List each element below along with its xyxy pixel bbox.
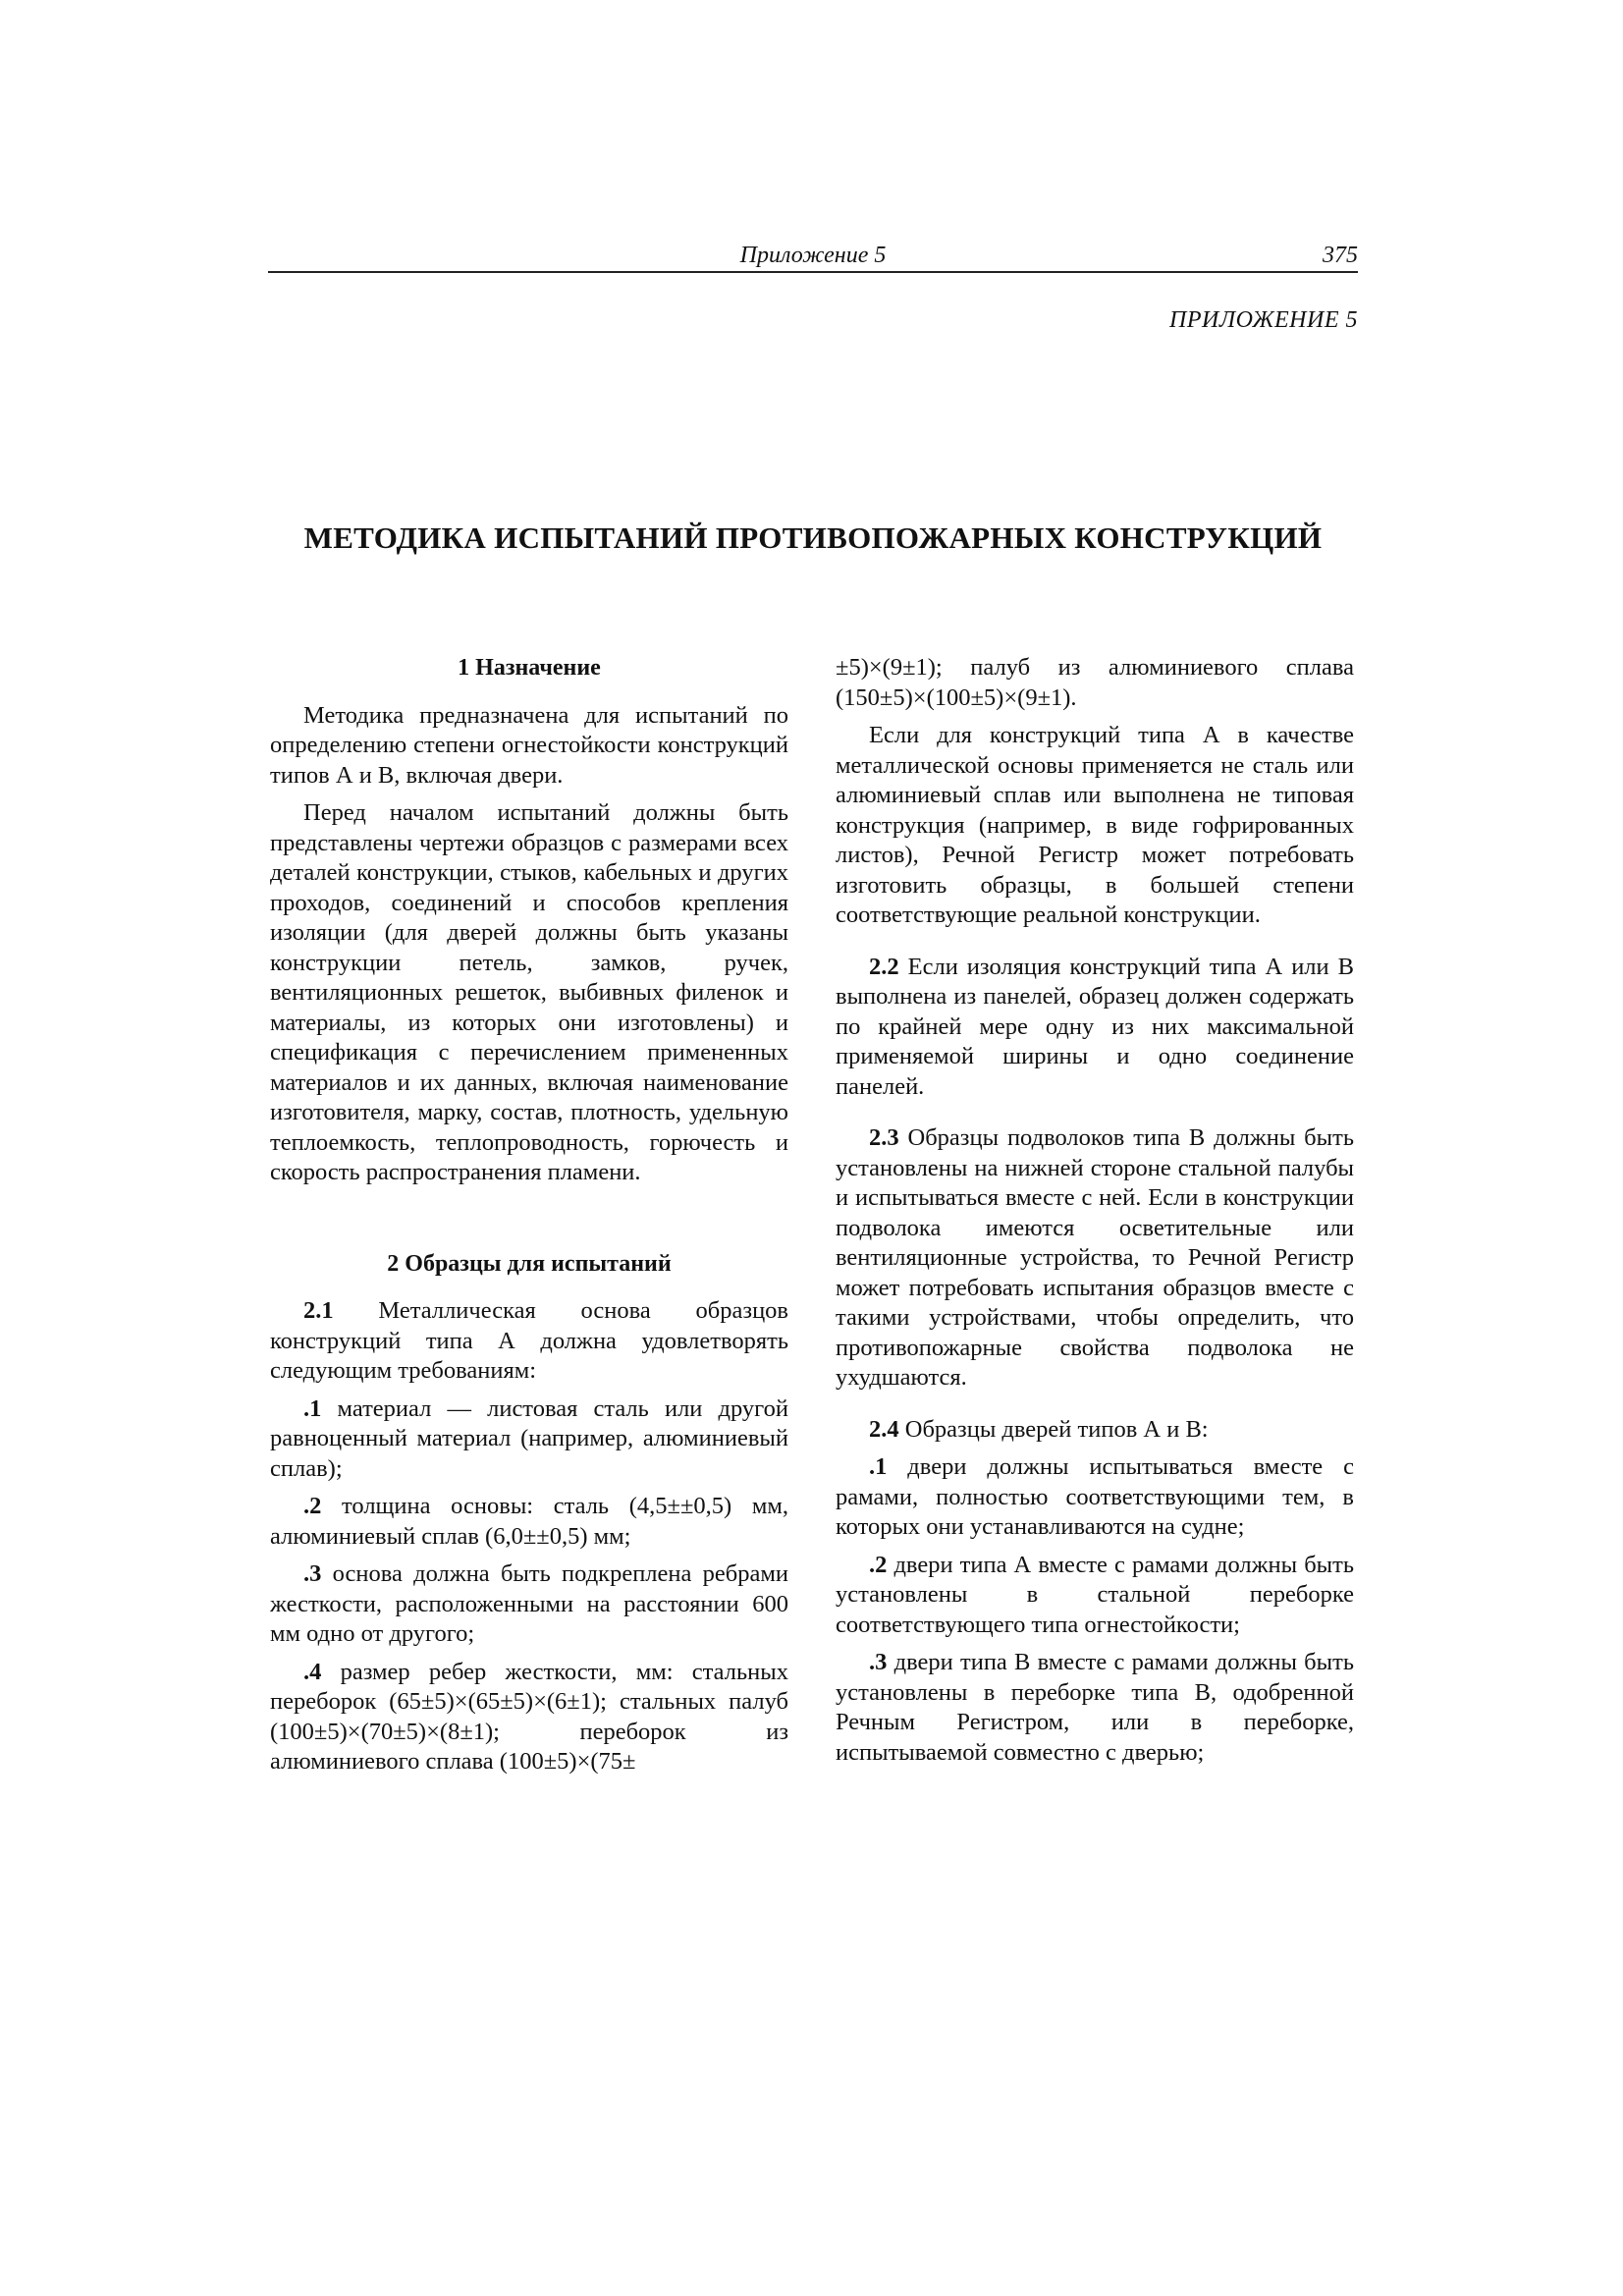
- paragraph-2-3: [836, 1123, 1354, 1394]
- paragraph-continuation: ±5)×(9±1); палуб из алюминиевого сплава (150±5)×(100±5)×(9±1).: [836, 654, 1354, 711]
- clause-number: .1: [869, 1453, 888, 1480]
- clause-text: Образцы подволоков типа В должны быть установлены на нижней стороне стальной палубы и испытываться вместе с ней. Если в конструкции подволока имеются осветительные или вентиляционные устройства, то Речной Регистр может потребовать испытания образцов вместе с такими устройствами, чтобы определить, что противопожарные свойства подволока не ухудшаются.: [836, 1124, 1354, 1391]
- section-heading-purpose: 1 Назначение: [458, 655, 601, 681]
- clause-text: Образцы дверей типов А и В:: [898, 1415, 1209, 1443]
- header-section-title: Приложение 5: [739, 243, 887, 268]
- paragraph-2-4-3: [836, 1648, 1354, 1768]
- paragraph: Перед началом испытаний должны быть представлены чертежи образцов с размерами всех деталей конструкции, стыков, кабельных и других проходов, соединений и способов крепления изоляции (для дверей должны быть указаны конструкции петель, замков, ручек, вентиляционных решеток, выбивных филенок и материалы, из которых они изготовлены) и спецификация с перечислением примененных материалов и их данных, включая наименование изготовителя, марку, состав, плотность, удельную теплоемкость, теплопроводность, горючесть и скорость распространения пламени.: [270, 799, 788, 1185]
- page-number: 375: [1323, 243, 1358, 268]
- clause-text: основа должна быть подкреплена ребрами жесткости, расположенными на расстоянии 600 мм одно от другого;: [270, 1560, 788, 1647]
- paragraph: Методика предназначена для испытаний по определению степени огнестойкости конструкций типов А и В, включая двери.: [270, 701, 788, 789]
- section-heading-samples: 2 Образцы для испытаний: [387, 1250, 672, 1277]
- paragraph-2-1: [270, 1296, 788, 1387]
- clause-number: 2.3: [869, 1124, 899, 1151]
- clause-text: размер ребер жесткости, мм: стальных переборок (65±5)×(65±5)×(6±1); стальных палуб (100±5)×(70±5)×(8±1); переборок из алюминиевого сплава (100±5)×(75±: [270, 1658, 788, 1775]
- clause-number: .2: [303, 1493, 322, 1519]
- running-header: [268, 242, 1358, 273]
- paragraph-2-4-1: [836, 1452, 1354, 1543]
- paragraph-2-1-3: [270, 1559, 788, 1650]
- clause-text: толщина основы: сталь (4,5±±0,5) мм, алюминиевый сплав (6,0±±0,5) мм;: [270, 1493, 788, 1550]
- clause-text: двери типа А вместе с рамами должны быть установлены в стальной переборке соответствующего типа огнестойкости;: [836, 1551, 1354, 1638]
- right-column: [836, 653, 1354, 1776]
- paragraph-2-2: [836, 953, 1354, 1103]
- paragraph-2-4-2: [836, 1551, 1354, 1641]
- clause-text: Если изоляция конструкций типа А или В выполнена из панелей, образец должен содержать по крайней мере одну из них максимальной применяемой ширины и одно соединение панелей.: [836, 953, 1354, 1100]
- clause-number: 2.2: [869, 953, 899, 980]
- clause-text: Металлическая основа образцов конструкций типа А должна удовлетворять следующим требованиям:: [270, 1297, 788, 1384]
- left-column: [270, 653, 788, 1785]
- appendix-label: ПРИЛОЖЕНИЕ 5: [1169, 307, 1358, 333]
- clause-number: .3: [869, 1649, 888, 1675]
- page-title: МЕТОДИКА ИСПЫТАНИЙ ПРОТИВОПОЖАРНЫХ КОНСТРУКЦИЙ: [303, 520, 1323, 555]
- paragraph-2-1-4: [270, 1658, 788, 1777]
- clause-number: 2.4: [869, 1415, 899, 1443]
- clause-number: 2.1: [303, 1297, 334, 1324]
- clause-number: .4: [303, 1658, 322, 1685]
- clause-number: .3: [303, 1560, 322, 1587]
- clause-text: двери должны испытываться вместе с рамами, полностью соответствующими тем, в которых они устанавливаются на судне;: [836, 1453, 1354, 1540]
- paragraph-2-1-1: [270, 1394, 788, 1485]
- clause-number: .1: [303, 1394, 322, 1422]
- paragraph-2-1-2: [270, 1492, 788, 1552]
- clause-text: двери типа В вместе с рамами должны быть установлены в переборке типа В, одобренной Речным Регистром, или в переборке, испытываемой совместно с дверью;: [836, 1649, 1354, 1766]
- clause-number: .2: [869, 1551, 888, 1578]
- paragraph-2-4: [836, 1415, 1354, 1446]
- clause-text: материал — листовая сталь или другой равноценный материал (например, алюминиевый сплав);: [270, 1394, 788, 1482]
- paragraph: Если для конструкций типа А в качестве металлической основы применяется не сталь или алюминиевый сплав или выполнена не типовая конструкция (например, в виде гофрированных листов), Речной Регистр может потребовать изготовить образцы, в большей степени соответствующие реальной конструкции.: [836, 722, 1354, 928]
